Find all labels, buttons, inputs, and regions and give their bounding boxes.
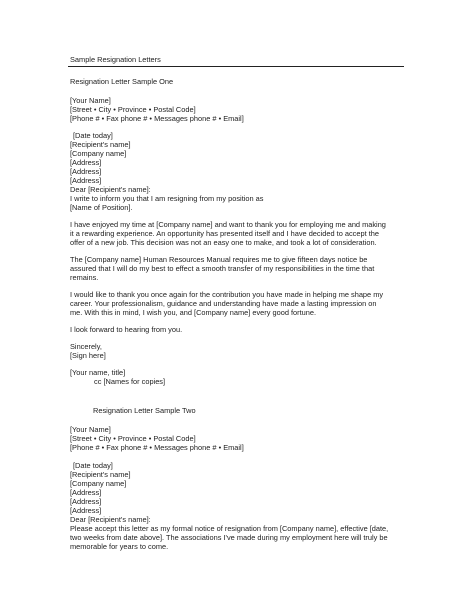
sender-name: [Your Name]: [70, 96, 111, 105]
paragraph-line: memorable for years to come.: [70, 542, 169, 551]
paragraph-line: I would like to thank you once again for the contribution you have made in helping me shape my: [70, 290, 384, 299]
sender-contact: [Phone # • Fax phone # • Messages phone # • Email]: [70, 443, 244, 452]
signature-name-title: [Your name, title]: [70, 368, 126, 377]
letter-date: [Date today]: [73, 461, 113, 470]
document-title: Sample Resignation Letters: [70, 55, 161, 64]
cc-line: cc [Names for copies]: [94, 377, 166, 386]
sign-off: Sincerely,: [70, 342, 102, 351]
paragraph-line: offer of a new job. This decision was not an easy one to make, and took a lot of consideration.: [70, 238, 377, 247]
salutation: Dear [Recipient's name]:: [70, 515, 151, 524]
intro-line: I write to inform you that I am resigning from my position as: [70, 194, 264, 203]
sample-two-heading: Resignation Letter Sample Two: [93, 406, 196, 415]
paragraph-line: assured that I will do my best to effect a smooth transfer of my responsibilities in the time that: [70, 264, 375, 273]
intro-line: [Name of Position].: [70, 203, 133, 212]
recipient-company: [Company name]: [70, 479, 127, 488]
paragraph-line: me. With this in mind, I wish you, and [Company name] every good fortune.: [70, 308, 317, 317]
recipient-address: [Address]: [70, 506, 102, 515]
salutation: Dear [Recipient's name]:: [70, 185, 151, 194]
signature-placeholder: [Sign here]: [70, 351, 106, 360]
recipient-address: [Address]: [70, 488, 102, 497]
sender-contact: [Phone # • Fax phone # • Messages phone # • Email]: [70, 114, 244, 123]
recipient-address: [Address]: [70, 497, 102, 506]
paragraph-line: Please accept this letter as my formal notice of resignation from [Company name], effective [date,: [70, 524, 389, 533]
paragraph-line: I have enjoyed my time at [Company name] and want to thank you for employing me and making: [70, 220, 386, 229]
sender-address: [Street • City • Province • Postal Code]: [70, 434, 196, 443]
paragraph-line: it a rewarding experience. An opportunity has presented itself and I have decided to accept the: [70, 229, 379, 238]
paragraph-line: remains.: [70, 273, 99, 282]
paragraph-line: career. Your professionalism, guidance and understanding have made a lasting impression on: [70, 299, 377, 308]
sender-name: [Your Name]: [70, 425, 111, 434]
recipient-address: [Address]: [70, 167, 102, 176]
sender-address: [Street • City • Province • Postal Code]: [70, 105, 196, 114]
title-divider: [68, 66, 404, 67]
paragraph-line: The [Company name] Human Resources Manual requires me to give fifteen days notice be: [70, 255, 368, 264]
recipient-name: [Recipient's name]: [70, 140, 131, 149]
letter-date: [Date today]: [73, 131, 113, 140]
recipient-address: [Address]: [70, 176, 102, 185]
recipient-address: [Address]: [70, 158, 102, 167]
sample-one-heading: Resignation Letter Sample One: [70, 77, 174, 86]
closing-line: I look forward to hearing from you.: [70, 325, 183, 334]
recipient-company: [Company name]: [70, 149, 127, 158]
recipient-name: [Recipient's name]: [70, 470, 131, 479]
paragraph-line: two weeks from date above]. The associations I've made during my employment here will truly be: [70, 533, 388, 542]
